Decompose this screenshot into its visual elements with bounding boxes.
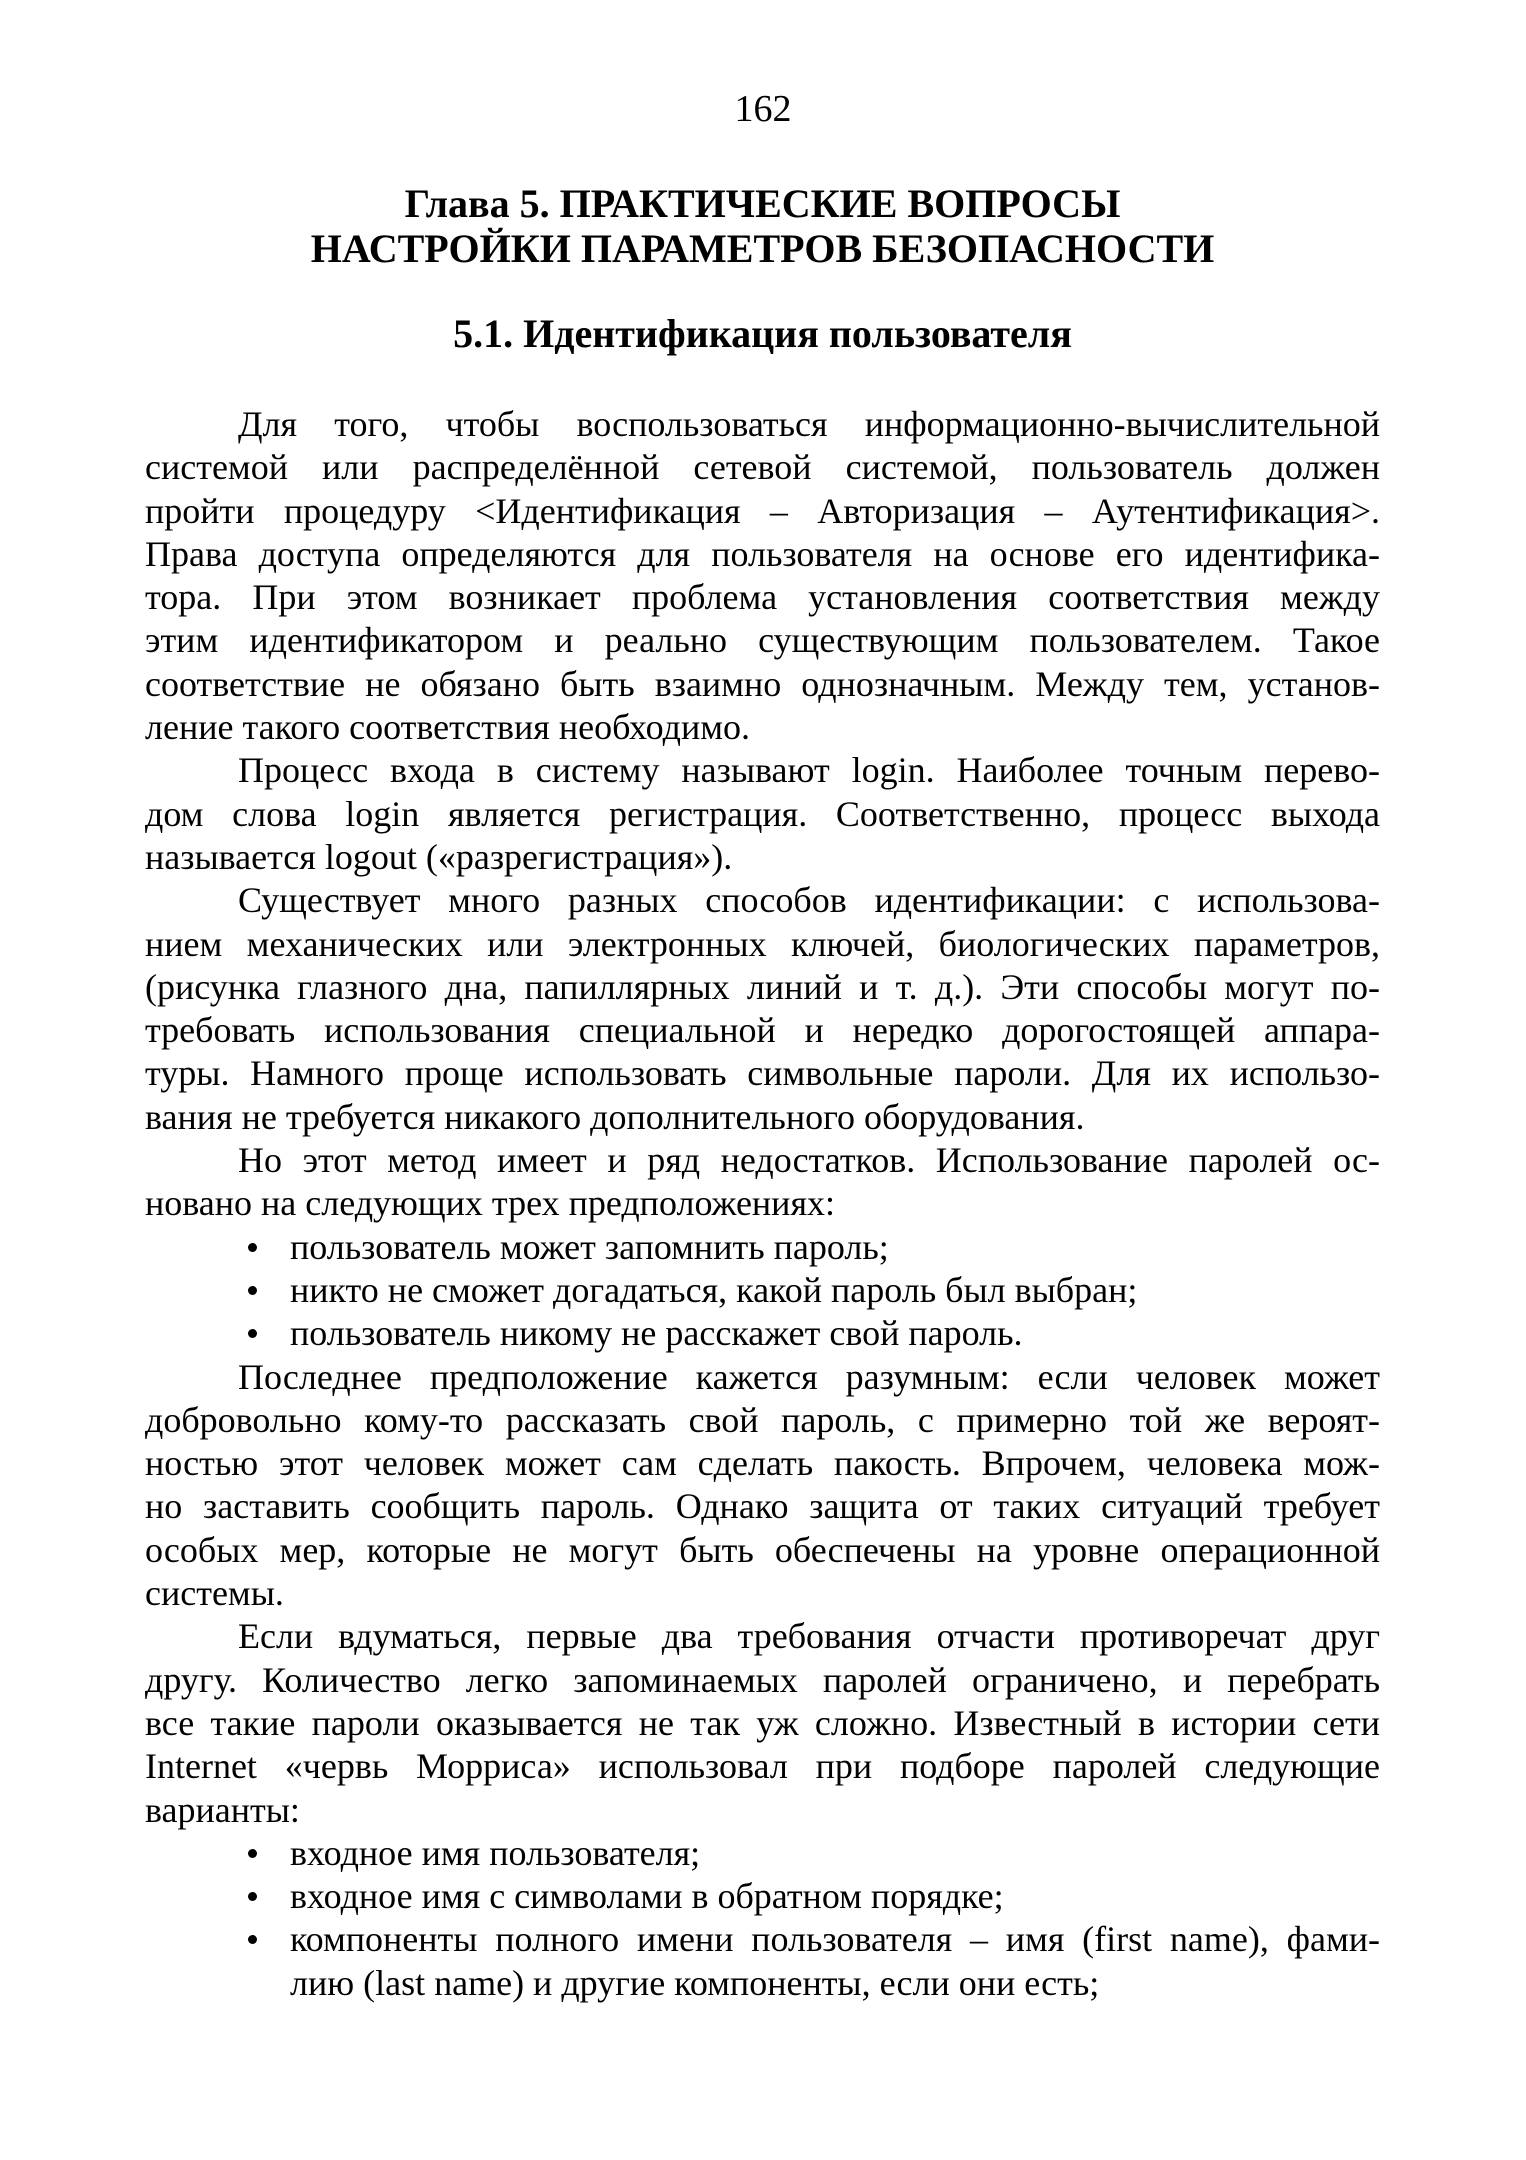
text-line: тора. При этом возникает проблема установления соответствия между	[145, 577, 1380, 618]
text-line: новано на следующих трех предположениях:	[145, 1183, 836, 1224]
paragraph	[145, 749, 1380, 879]
text-line: особых мер, которые не могут быть обеспечены на уровне операционной	[145, 1529, 1380, 1570]
bullet-item	[145, 1269, 1380, 1312]
text-line: пользователь может запомнить пароль;	[290, 1226, 889, 1267]
text-line: нием механических или электронных ключей, биологических параметров,	[145, 923, 1380, 964]
text-line: другу. Количество легко запоминаемых паролей ограничено, и перебрать	[145, 1659, 1380, 1700]
paragraph	[145, 879, 1380, 1139]
bullet-dot-icon	[248, 1935, 257, 1944]
bullet-item	[145, 1226, 1380, 1269]
text-line: системы.	[145, 1573, 284, 1614]
bullet-item	[145, 1832, 1380, 1875]
text-line: варианты:	[145, 1789, 300, 1830]
text-line: ление такого соответствия необходимо.	[145, 707, 750, 748]
text-line: ностью этот человек может сам сделать пакость. Впрочем, человека мож-	[145, 1443, 1380, 1484]
chapter-heading-line2: НАСТРОЙКИ ПАРАМЕТРОВ БЕЗОПАСНОСТИ	[310, 226, 1215, 271]
paragraph	[145, 403, 1380, 749]
text-line: Если вдуматься, первые два требования отчасти противоречат друг	[238, 1616, 1380, 1657]
text-line: но заставить сообщить пароль. Однако защита от таких ситуаций требует	[145, 1486, 1380, 1527]
text-line: Последнее предположение кажется разумным: если человек может	[238, 1356, 1380, 1397]
text-line: входное имя пользователя;	[290, 1832, 701, 1873]
text-line: Для того, чтобы воспользоваться информационно-вычислительной	[238, 404, 1380, 444]
bullet-dot-icon	[248, 1849, 257, 1858]
text-line: (рисунка глазного дна, папиллярных линий и т. д.). Эти способы могут по-	[145, 966, 1380, 1007]
text-line: Но этот метод имеет и ряд недостатков. Использование паролей ос-	[238, 1140, 1380, 1181]
section-heading: 5.1. Идентификация пользователя	[453, 311, 1072, 356]
text-line: туры. Намного проще использовать символьные пароли. Для их использо-	[145, 1053, 1380, 1094]
bullet-dot-icon	[248, 1286, 257, 1295]
text-line: Процесс входа в систему называют login. Наиболее точным перево-	[238, 750, 1380, 791]
text-line: называется logout («разрегистрация»).	[145, 836, 733, 877]
text-line: Права доступа определяются для пользователя на основе его идентифика-	[145, 533, 1380, 574]
text-line: дом слова login является регистрация. Соответственно, процесс выхода	[145, 793, 1380, 834]
bullet-item	[145, 1918, 1380, 2005]
bullet-dot-icon	[248, 1243, 257, 1252]
body-content	[145, 403, 1380, 2005]
text-line: системой или распределённой сетевой системой, пользователь должен	[145, 447, 1380, 488]
text-line: добровольно кому-то рассказать свой пароль, с примерно той же вероят-	[145, 1399, 1380, 1440]
paragraph	[145, 1615, 1380, 1831]
chapter-heading	[145, 181, 1380, 271]
text-line: все такие пароли оказывается не так уж сложно. Известный в истории сети	[145, 1702, 1380, 1743]
text-line: никто не сможет догадаться, какой пароль был выбран;	[290, 1269, 1138, 1310]
bullet-item	[145, 1312, 1380, 1355]
text-line: пользователь никому не расскажет свой пароль.	[290, 1313, 1023, 1354]
text-line: этим идентификатором и реально существующим пользователем. Такое	[145, 620, 1380, 661]
text-line: Существует много разных способов идентификации: с использова-	[238, 880, 1380, 921]
text-line: пройти процедуру <Идентификация – Авторизация – Аутентификация>.	[145, 490, 1380, 531]
chapter-heading-line1: Глава 5. ПРАКТИЧЕСКИЕ ВОПРОСЫ	[404, 181, 1121, 226]
bullet-list	[145, 1832, 1380, 2005]
text-line: Internet «червь Морриса» использовал при подборе паролей следующие	[145, 1746, 1380, 1787]
bullet-item	[145, 1875, 1380, 1918]
page-number: 162	[734, 88, 792, 130]
text-line: требовать использования специальной и нередко дорогостоящей аппара-	[145, 1010, 1380, 1051]
text-line: соответствие не обязано быть взаимно однозначным. Между тем, установ-	[145, 663, 1380, 704]
paragraph	[145, 1356, 1380, 1616]
paragraph	[145, 1139, 1380, 1226]
bullet-dot-icon	[248, 1329, 257, 1338]
text-line: лию (last name) и другие компоненты, если они есть;	[290, 1962, 1100, 2003]
text-line: вания не требуется никакого дополнительного оборудования.	[145, 1096, 1085, 1137]
text-line: входное имя с символами в обратном порядке;	[290, 1876, 1004, 1917]
bullet-dot-icon	[248, 1892, 257, 1901]
text-line: компоненты полного имени пользователя – имя (first name), фами-	[290, 1919, 1380, 1960]
bullet-list	[145, 1226, 1380, 1356]
